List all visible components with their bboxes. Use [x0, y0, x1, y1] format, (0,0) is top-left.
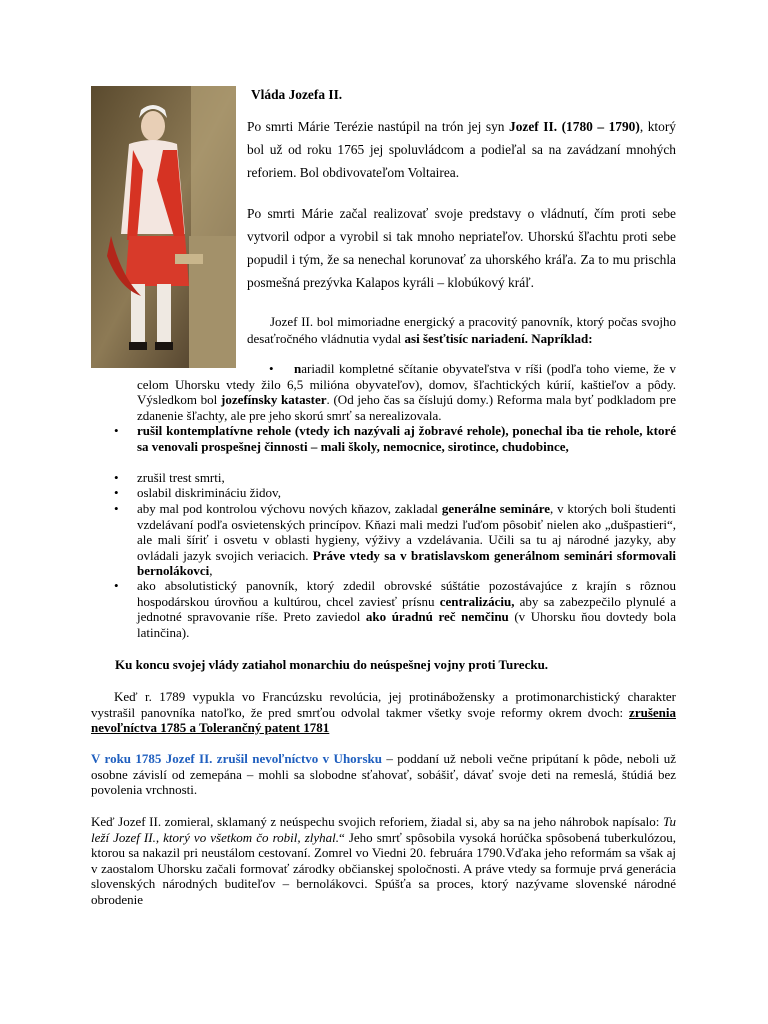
- bullet-icon: •: [269, 361, 274, 376]
- bullet-icon: •: [114, 578, 119, 593]
- emphasis: generálne semináre: [441, 501, 551, 516]
- text-span: (v Uhorsku ňou dovtedy bola latinčina).: [137, 609, 676, 640]
- emphasis: asi šesťtisíc nariadení. Napríklad:: [404, 331, 593, 346]
- text-span: . (Od jeho čas sa číslujú domy.) Reforma mala byť podkladom pre zdanenie šľachty, ale pre jeho skorú smrť sa nerealizovala.: [137, 392, 676, 423]
- text-span: aby mal pod kontrolou výchovu nových kňazov, zakladal: [137, 501, 442, 516]
- list-item-census: [137, 361, 676, 423]
- paragraph-war: Ku koncu svojej vlády zatiahol monarchiu do neúspešnej vojny proti Turecku.: [115, 657, 549, 672]
- bullet-icon: •: [114, 423, 119, 438]
- text-span: ,: [209, 563, 213, 578]
- text-span: ariadil kompletné sčítanie obyvateľstva v ríši (podľa toho vieme, že v celom Uhorsku vtedy žilo 6,5 milióna obyvateľov), domov, šľachtických kúrií, kaštieľov a pôdy. Výsledkom bol: [137, 361, 676, 407]
- bullet-icon: •: [114, 501, 119, 516]
- emphasis: jozefínsky kataster: [220, 392, 327, 407]
- paragraph-revolution: [91, 689, 676, 736]
- page-title: Vláda Jozefa II.: [251, 87, 343, 102]
- paragraph-intro: [247, 115, 676, 184]
- highlight-blue: V roku 1785 Jozef II. zrušil nevoľníctvo v Uhorsku: [91, 751, 382, 766]
- emphasis: Práve vtedy sa v bratislavskom generálnom seminári sformovali bernolákovci: [137, 547, 676, 578]
- text-span: Keď r. 1789 vypukla vo Francúzsku revolúcia, jej protinábožensky a protimonarchistický charakter vystrašil panovníka natoľko, že pred smrťou odvolal takmer všetky svoje reformy okrem dvoch:: [91, 689, 676, 720]
- list-item-centralization: [137, 578, 676, 640]
- list-item-seminaries: [137, 501, 676, 579]
- text-span: “ Jeho smrť spôsobila vysoká horúčka spôsobená tuberkulózou, ktorou sa nakazil pri neustálom cestovaní. Zomrel vo Viedni 20. februára 1790.Vďaka jeho reformám sa však aj v zaostalom Uhorsku začali formovať zárodky občianskej spoločnosti. A práve vtedy sa formuje prvá generácia slovenských národných buditeľov – bernolákovci. Spúšťa sa proces, ktorý nazývame slovenské národné obrodenie: [91, 829, 676, 907]
- quote-italic: Tu leží Jozef II., ktorý vo všetkom čo robil, zlyhal.: [91, 814, 676, 845]
- paragraph-reforms: [247, 313, 676, 347]
- emphasis: ako úradnú reč nemčinu: [365, 609, 509, 624]
- paragraph-death: [91, 814, 676, 907]
- text-span: Keď Jozef II. zomieral, sklamaný z neúspechu svojich reforiem, žiadal si, aby sa na jeho náhrobok napísalo:: [91, 814, 663, 829]
- portrait-image: [91, 86, 236, 368]
- emphasis-underlined: zrušenia nevoľníctva 1785 a Tolerančný patent 1781: [91, 704, 676, 735]
- paragraph-opposition: Po smrti Márie začal realizovať svoje predstavy o vládnutí, čím proti sebe vytvoril odpor a vyrobil si tak mnoho nepriateľov. Uhorskú šľachtu proti sebe popudil i tým, že sa nenechal korunovať za uhorského kráľa. Za to mu prischla posmešná prezývka Kalapos kyráli – klobúkový kráľ.: [247, 206, 676, 290]
- text-span: – poddaní už neboli večne pripútaní k pôde, neboli už osobne závislí od zemepána – mohli sa slobodne sťahovať, sobášiť, dávať svoje deti na remeslá, štúdiá bez povolenia vrchnosti.: [91, 751, 676, 797]
- list-item-orders: rušil kontemplatívne rehole (vtedy ich nazývali aj žobravé rehole), ponechal iba tie rehole, ktoré sa venovali prospešnej činnosti – mali školy, nemocnice, sirotince, chudobince,: [137, 423, 676, 454]
- paragraph-serfdom: [91, 751, 676, 798]
- emphasis: n: [294, 361, 302, 376]
- text-span: Jozef II. bol mimoriadne energický a pracovitý panovník, ktorý počas svojho desaťročného vládnutia vydal: [247, 314, 676, 346]
- bullet-icon: •: [114, 485, 119, 500]
- list-item-jews: oslabil diskrimináciu židov,: [137, 485, 281, 500]
- emphasis: Jozef II. (1780 – 1790): [509, 119, 640, 134]
- text-span: Po smrti Márie Terézie nastúpil na trón jej syn: [247, 119, 510, 134]
- text-span: , ktorý bol už od roku 1765 jej spoluvládcom a podieľal sa na zavádzaní mnohých reforiem. Bol obdivovateľom Voltairea.: [247, 119, 676, 180]
- bullet-icon: •: [114, 470, 119, 485]
- emphasis: centralizáciu,: [439, 593, 515, 609]
- text-span: aby sa zabezpečilo plynulé a jednotné spravovanie ríše. Preto zaviedol: [137, 593, 676, 624]
- text-span: , v ktorých boli študenti vzdelávaní podľa osvietenských princípov. Kňazi mali medzi ľuďom pôsobiť nielen ako „dušpastieri“, ale mali šíriť i osvetu v oblasti hygieny, výživy a vzdelávania. Učili sa tu aj národné jazyky, aby ovládali jazyk svojich veriacich.: [137, 501, 676, 563]
- list-item-death-penalty: zrušil trest smrti,: [137, 470, 225, 485]
- text-span: ako absolutistický panovník, ktorý zdedil obrovské súštátie pozostávajúce z krajín s rôznou hospodárskou úrovňou a kultúrou, chcel zaviesť prísnu: [137, 578, 676, 609]
